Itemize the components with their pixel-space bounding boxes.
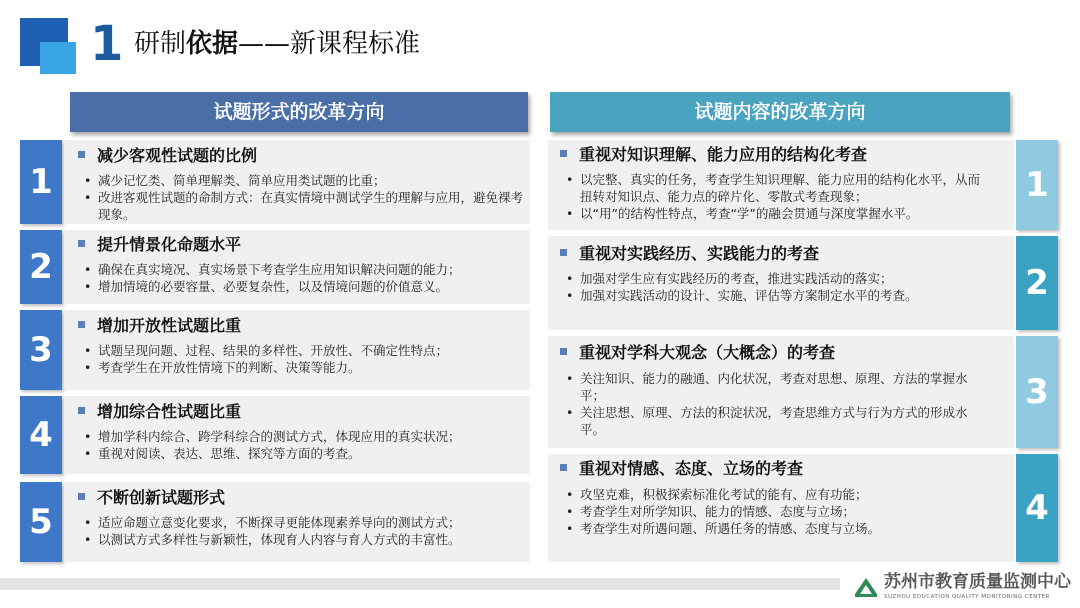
left-card-5-title — [78, 488, 225, 508]
left-card-5 — [64, 482, 530, 562]
list-item: • 攻坚克难，积极探索标准化考试的能有、应有功能； — [560, 486, 990, 503]
list-item: • 考查学生在开放性情境下的判断、决策等能力。 — [78, 359, 524, 376]
right-column-heading: 试题内容的改革方向 — [550, 92, 1010, 132]
left-card-1-title-text: 减少客观性试题的比例 — [97, 146, 258, 165]
square-bullet-icon — [560, 249, 567, 256]
list-item: • 关注知识、能力的融通、内化状况，考查对思想、原理、方法的掌握水平； — [560, 370, 990, 404]
right-card-2-number: 2 — [1016, 236, 1058, 330]
org-logo-icon — [853, 574, 879, 598]
footer-org-name: 苏州市教育质量监测中心 — [884, 572, 1071, 592]
left-card-4-list — [78, 428, 524, 462]
right-card-3 — [548, 336, 1014, 448]
left-card-5-number: 5 — [20, 482, 62, 562]
left-card-5-list — [78, 514, 524, 548]
footer-bar — [0, 578, 840, 590]
left-card-4 — [64, 396, 530, 474]
square-bullet-icon — [78, 407, 85, 414]
title-part-a: 研制 — [134, 29, 187, 59]
left-card-1-number: 1 — [20, 140, 62, 224]
right-card-2 — [548, 236, 1014, 330]
left-card-3-title-text: 增加开放性试题比重 — [97, 316, 242, 335]
left-card-3-title — [78, 316, 241, 336]
list-item: • 确保在真实境况、真实场景下考查学生应用知识解决问题的能力； — [78, 261, 524, 278]
header-logo-square-light — [40, 42, 76, 74]
left-card-2-title — [78, 235, 241, 255]
square-bullet-icon — [560, 150, 567, 157]
left-card-1 — [64, 140, 530, 224]
right-card-2-title — [560, 244, 819, 264]
left-card-3 — [64, 310, 530, 390]
list-item: • 加强对学生应有实践经历的考查，推进实践活动的落实； — [560, 270, 990, 287]
right-card-3-list — [560, 370, 990, 438]
title-part-c: ——新课程标准 — [238, 29, 421, 59]
square-bullet-icon — [78, 240, 85, 247]
left-card-2-title-text: 提升情景化命题水平 — [97, 235, 242, 254]
right-card-4-title — [560, 459, 803, 479]
right-card-3-title-text: 重视对学科大观念（大概念）的考查 — [579, 343, 836, 362]
list-item: • 减少记忆类、简单理解类、简单应用类试题的比重； — [78, 172, 524, 189]
list-item: • 改进客观性试题的命制方式：在真实情境中测试学生的理解与应用，避免裸考现象。 — [78, 189, 524, 223]
left-card-4-title-text: 增加综合性试题比重 — [97, 402, 242, 421]
title-part-b: 依据 — [186, 29, 239, 59]
right-card-2-list — [560, 270, 990, 304]
left-card-3-number: 3 — [20, 310, 62, 390]
left-card-3-list — [78, 342, 524, 376]
left-card-5-title-text: 不断创新试题形式 — [97, 488, 226, 507]
left-card-4-title — [78, 402, 241, 422]
right-card-4-list — [560, 486, 990, 537]
list-item: • 考查学生对所学知识、能力的情感、态度与立场； — [560, 503, 990, 520]
left-card-1-title — [78, 146, 257, 166]
footer-org-name-en: SUZHOU EDUCATION QUALITY MONITORING CENTER — [884, 594, 1050, 600]
square-bullet-icon — [78, 493, 85, 500]
section-number: 1 — [90, 16, 124, 72]
list-item: • 增加情境的必要容量、必要复杂性，以及情境问题的价值意义。 — [78, 278, 524, 295]
square-bullet-icon — [560, 464, 567, 471]
right-card-1-number: 1 — [1016, 140, 1058, 230]
left-card-2 — [64, 230, 530, 304]
left-card-2-list — [78, 261, 524, 295]
square-bullet-icon — [560, 348, 567, 355]
square-bullet-icon — [78, 151, 85, 158]
right-card-4 — [548, 454, 1014, 562]
left-card-2-number: 2 — [20, 230, 62, 304]
right-card-1-title — [560, 145, 867, 165]
list-item: • 重视对阅读、表达、思维、探究等方面的考查。 — [78, 445, 524, 462]
list-item: • 关注思想、原理、方法的积淀状况，考查思维方式与行为方式的形成水平。 — [560, 404, 990, 438]
page-title — [134, 26, 420, 62]
right-card-1-title-text: 重视对知识理解、能力应用的结构化考查 — [579, 145, 868, 164]
right-card-3-title — [560, 343, 835, 363]
list-item: • 适应命题立意变化要求，不断探寻更能体现素养导向的测试方式； — [78, 514, 524, 531]
left-card-1-list — [78, 172, 524, 223]
list-item: • 以测试方式多样性与新颖性，体现育人内容与育人方式的丰富性。 — [78, 531, 524, 548]
list-item: • 增加学科内综合、跨学科综合的测试方式，体现应用的真实状况； — [78, 428, 524, 445]
right-card-4-title-text: 重视对情感、态度、立场的考查 — [579, 459, 804, 478]
right-card-3-number: 3 — [1016, 336, 1058, 448]
square-bullet-icon — [78, 321, 85, 328]
list-item: • 以完整、真实的任务，考查学生知识理解、能力应用的结构化水平，从而扭转对知识点、能力点的碎片化、零散式考查现象； — [560, 171, 990, 205]
left-column-heading: 试题形式的改革方向 — [70, 92, 528, 132]
left-card-4-number: 4 — [20, 396, 62, 474]
right-card-2-title-text: 重视对实践经历、实践能力的考查 — [579, 244, 820, 263]
list-item: • 加强对实践活动的设计、实施、评估等方案制定水平的考查。 — [560, 287, 990, 304]
list-item: • 考查学生对所遇问题、所遇任务的情感、态度与立场。 — [560, 520, 990, 537]
right-card-1 — [548, 140, 1014, 230]
list-item: • 试题呈现问题、过程、结果的多样性、开放性、不确定性特点； — [78, 342, 524, 359]
right-card-4-number: 4 — [1016, 454, 1058, 562]
right-card-1-list — [560, 171, 990, 222]
list-item: • 以“用”的结构性特点，考查“学”的融会贯通与深度掌握水平。 — [560, 205, 990, 222]
